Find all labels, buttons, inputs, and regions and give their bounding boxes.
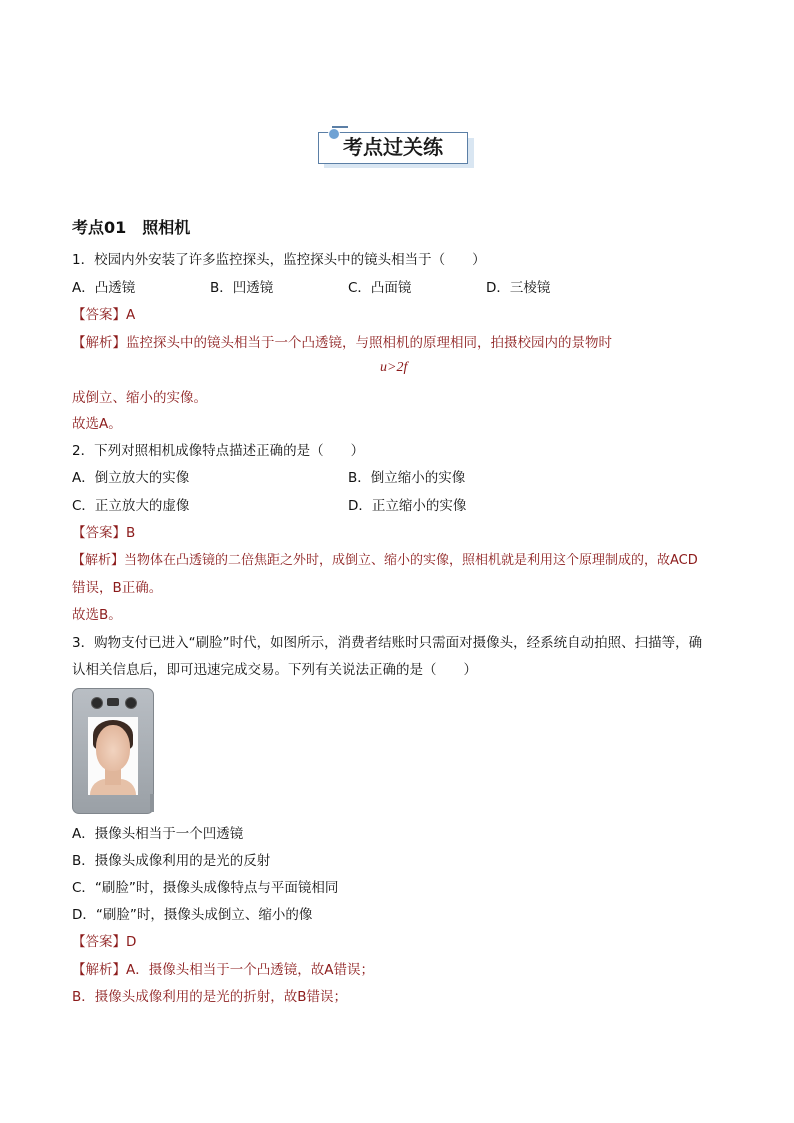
q2-option-d: D．正立缩小的实像 [348,498,467,514]
q3-stem-1: 3．购物支付已进入“刷脸”时代，如图所示，消费者结账时只需面对摄像头，经系统自动拍照、扫描等，确 [72,635,703,651]
q2-option-b: B．倒立缩小的实像 [348,470,466,486]
q3-option-b: B．摄像头成像利用的是光的反射 [72,853,271,869]
q2-answer: 【答案】B [72,525,136,541]
q1-analysis-2: 成倒立、缩小的实像。 [72,390,207,406]
camera-icon [125,697,137,709]
person-face [96,725,130,771]
q1-analysis-1: 【解析】监控探头中的镜头相当于一个凸透镜，与照相机的原理相同，拍摄校园内的景物时 [72,335,612,351]
section-heading: 考点01 照相机 [72,218,191,237]
q1-conclusion: 故选A。 [72,416,122,432]
q1-option-a: A．凸透镜 [72,280,136,296]
terminal-screen [88,717,138,795]
terminal-stand [150,794,154,812]
sensor-icon [107,698,119,706]
q1-formula: u>2f [380,360,408,375]
q3-analysis-2: B．摄像头成像利用的是光的折射，故B错误； [72,989,348,1005]
q2-option-a: A．倒立放大的实像 [72,470,190,486]
face-payment-terminal-image [72,688,154,812]
q1-answer: 【答案】A [72,307,136,323]
camera-icon [91,697,103,709]
q2-analysis-2: 错误，B正确。 [72,580,163,596]
q2-stem: 2．下列对照相机成像特点描述正确的是（ ） [72,443,365,459]
q2-conclusion: 故选B。 [72,607,122,623]
q3-option-c: C．“刷脸”时，摄像头成像特点与平面镜相同 [72,880,339,896]
q3-option-d: D．“刷脸”时，摄像头成倒立、缩小的像 [72,907,313,923]
q1-option-d: D．三棱镜 [486,280,551,296]
q3-answer: 【答案】D [72,934,137,950]
q1-option-b: B．凹透镜 [210,280,274,296]
q1-option-c: C．凸面镜 [348,280,412,296]
q2-analysis-1: 【解析】当物体在凸透镜的二倍焦距之外时，成倒立、缩小的实像，照相机就是利用这个原理制成的，故ACD [72,553,698,568]
q2-option-c: C．正立放大的虚像 [72,498,190,514]
q1-stem: 1．校园内外安装了许多监控探头，监控探头中的镜头相当于（ ） [72,252,486,268]
page-title: 考点过关练 [343,135,443,159]
terminal-body [72,688,154,814]
section-title-box [318,128,474,164]
q3-analysis-1: 【解析】A．摄像头相当于一个凸透镜，故A错误； [72,962,374,978]
q3-option-a: A．摄像头相当于一个凹透镜 [72,826,244,842]
q3-stem-2: 认相关信息后，即可迅速完成交易。下列有关说法正确的是（ ） [72,662,477,678]
